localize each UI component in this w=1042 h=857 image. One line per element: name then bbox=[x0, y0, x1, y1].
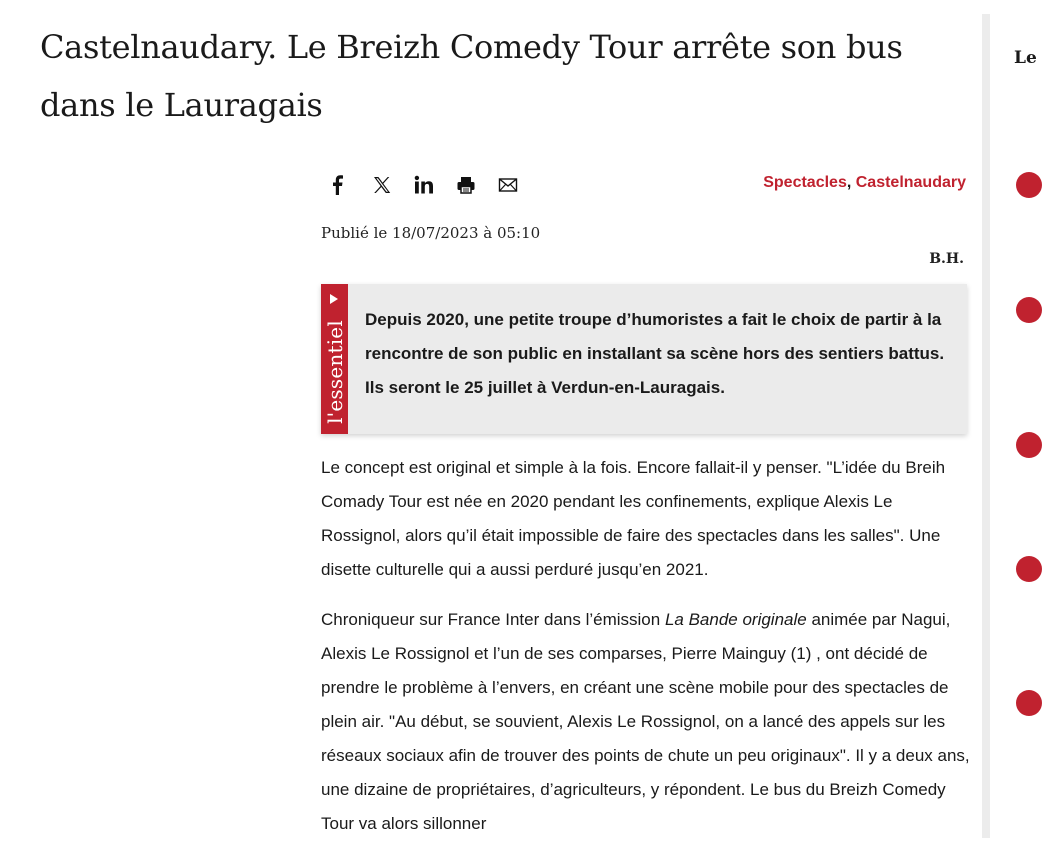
facebook-icon bbox=[330, 175, 344, 195]
tag-castelnaudary-link[interactable]: Castelnaudary bbox=[855, 174, 966, 191]
body-paragraph: Le concept est original et simple à la fois. Encore fallait-il y penser. "L’idée du Breih Comady Tour est née en 2020 pendant les confinements, explique Alexis Le Rossignol, alors qu’il était impossible de faire des spectacles dans les salles". Une disette culturelle qui a aussi perduré jusqu’en 2021. bbox=[321, 458, 946, 579]
article-body bbox=[321, 451, 971, 857]
essentiel-tab bbox=[321, 284, 348, 434]
sidebar-list-bullet bbox=[1016, 432, 1042, 458]
sidebar-title: Le bbox=[1014, 48, 1037, 68]
linkedin-icon bbox=[414, 175, 434, 195]
publication-date: Publié le 18/07/2023 à 05:10 bbox=[321, 224, 541, 242]
sidebar-list-bullet bbox=[1016, 297, 1042, 323]
sidebar-list-bullet bbox=[1016, 172, 1042, 198]
share-mail-button[interactable] bbox=[498, 172, 540, 198]
share-facebook-button[interactable] bbox=[330, 172, 372, 198]
mail-icon bbox=[498, 175, 518, 195]
sidebar-list-bullet bbox=[1016, 556, 1042, 582]
x-twitter-icon bbox=[372, 175, 392, 195]
sidebar-list-bullet bbox=[1016, 690, 1042, 716]
print-button[interactable] bbox=[456, 172, 498, 198]
share-x-button[interactable] bbox=[372, 172, 414, 198]
article-title: Castelnaudary. Le Breizh Comedy Tour arrête son bus dans le Lauragais bbox=[40, 28, 903, 124]
sidebar-panel bbox=[982, 14, 1037, 838]
author-byline: B.H. bbox=[929, 251, 964, 267]
essentiel-summary: Depuis 2020, une petite troupe d’humoristes a fait le choix de partir à la rencontre de son public en installant sa scène hors des sentiers battus. Ils seront le 25 juillet à Verdun-en-Lauragais. bbox=[365, 310, 945, 397]
tag-spectacles-link[interactable]: Spectacles bbox=[763, 174, 847, 191]
paragraph-text: animée par Nagui, Alexis Le Rossignol et l’un de ses comparses, Pierre Mainguy (1) , ont décidé de prendre le problème à l’envers, en créant une scène mobile pour des spectacles de plein air. "Au début, se souvient, Alexis Le Rossignol, on a lancé des appels sur les réseaux sociaux afin de trouver des points de chute un peu originaux". Il y a deux ans, une dizaine de propriétaires, d’agriculteurs, y répondent. Le bus du Breizh Comedy Tour va alors sillonner bbox=[321, 610, 970, 833]
tag-separator: , bbox=[846, 174, 856, 191]
share-bar bbox=[330, 172, 540, 198]
essentiel-label: l'essentiel bbox=[322, 320, 347, 424]
paragraph-text: Chroniqueur sur France Inter dans l’émission bbox=[321, 610, 665, 629]
essentiel-box bbox=[321, 284, 967, 434]
show-title-emphasis: La Bande originale bbox=[664, 610, 807, 629]
body-paragraph bbox=[321, 603, 971, 841]
play-arrow-icon bbox=[330, 294, 338, 304]
print-icon bbox=[456, 175, 476, 195]
share-linkedin-button[interactable] bbox=[414, 172, 456, 198]
article-tags bbox=[763, 174, 966, 192]
